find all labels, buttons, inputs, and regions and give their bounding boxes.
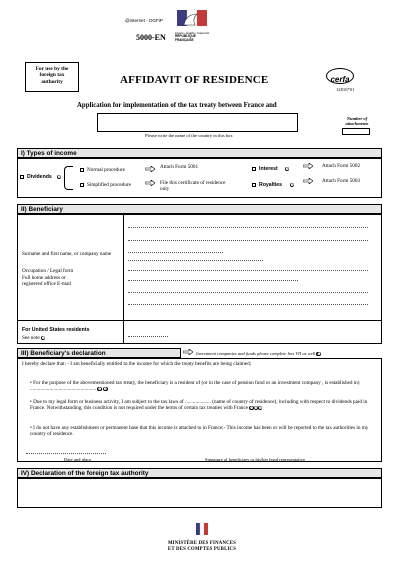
- marker-5-icon: ❺: [317, 351, 321, 356]
- name-input-2[interactable]: [128, 260, 263, 261]
- section-3-header: III) Beneficiary's declaration: [17, 348, 181, 358]
- name-input[interactable]: [128, 252, 223, 253]
- address-input-3[interactable]: [128, 304, 368, 305]
- dividends-label: Dividends: [27, 174, 52, 180]
- royalties-label: Royalties: [259, 182, 283, 188]
- attach-5002: Attach Form 5002: [322, 163, 361, 169]
- motto: Liberté • Égalité • Fraternité: [175, 31, 210, 35]
- dividends-checkbox[interactable]: [20, 175, 24, 179]
- occupation-label: Occupation / Legal form: [22, 268, 74, 274]
- arrow-right-icon: [145, 166, 155, 172]
- date-place-input[interactable]: [26, 453, 106, 454]
- section-2-header: II) Beneficiary: [17, 204, 382, 214]
- attach-5003: Attach Form 5003: [322, 178, 361, 184]
- arrow-right-icon: [303, 178, 313, 184]
- section-4-body: [17, 478, 382, 508]
- divider: [17, 320, 382, 321]
- section-4-header: IV) Declaration of the foreign tax authority: [17, 468, 382, 478]
- declaration-p3: • Due to my legal form or business activity, I am subject to the tax laws of .................... (name of country of residence), including with respect to dividends paid in France. Notwithstanding, this condition is not required under the terms of certain tax treaties with France ❸❹❺: [30, 399, 368, 412]
- attachments-label: Number of attachments: [345, 116, 369, 127]
- interest-label: Interest: [259, 166, 278, 172]
- ministry-logo: MINISTÈRE DES FINANCES ET DES COMPTES PUBLICS: [157, 522, 247, 552]
- arrow-right-icon: [183, 349, 193, 355]
- see-note: See note ❶: [22, 335, 45, 341]
- arrow-right-icon: [145, 180, 155, 186]
- authority-box: [25, 62, 79, 92]
- us-input[interactable]: [128, 336, 168, 337]
- address-label: Full home address or registered office E-mail: [22, 274, 72, 287]
- cerfa-number: 12816*01: [336, 87, 355, 92]
- simplified-label: Simplified procedure: [87, 182, 131, 188]
- form-title: AFFIDAVIT OF RESIDENCE: [120, 74, 269, 86]
- marker-4-icon: ❹: [290, 182, 294, 187]
- marker-1-icon: ❶: [41, 335, 45, 340]
- ministry-icon: [195, 522, 209, 536]
- declaration-p1: I hereby declare that: - I am beneficially entitled to the income for which the treaty benefits are being claimed;: [22, 361, 252, 367]
- country-hint: Please write the name of the country in this box: [145, 133, 233, 138]
- brace-icon: [64, 166, 73, 190]
- interest-checkbox[interactable]: [252, 167, 256, 171]
- marianne-icon: [175, 9, 211, 27]
- date-place-label: Date and place: [64, 457, 92, 462]
- address-input-2[interactable]: [128, 292, 368, 293]
- simplified-checkbox[interactable]: [80, 183, 84, 187]
- form-code: 5000-EN: [136, 33, 166, 42]
- beneficiary-line[interactable]: [128, 240, 368, 241]
- royalties-checkbox[interactable]: [252, 183, 256, 187]
- normal-label: Normal procedure: [87, 167, 125, 173]
- attachments-input[interactable]: [342, 128, 370, 135]
- country-input[interactable]: [97, 113, 298, 132]
- declaration-p2: • For the purpose of the abovementioned tax treaty, the beneficiary is a resident of (or in the case of pension fund or an investment company , is established in) ................................................... ❶ ❷: [30, 380, 360, 393]
- marianne-logo: [175, 9, 211, 42]
- authority-text: For use by the foreign tax authority: [35, 66, 69, 85]
- file-cert-only: File this certificate of residence only: [160, 180, 226, 193]
- normal-checkbox[interactable]: [80, 168, 84, 172]
- signature-label: Signature of beneficiary or his/her legal representative: [205, 457, 305, 462]
- beneficiary-line[interactable]: [128, 227, 368, 228]
- occupation-input[interactable]: [128, 270, 368, 271]
- attach-5001: Attach Form 5001: [160, 164, 199, 170]
- marker-2-icon: ❷: [57, 175, 61, 179]
- republique: RÉPUBLIQUE FRANÇAISE: [175, 34, 196, 42]
- section-1-header: I) Types of income: [17, 148, 382, 158]
- cerfa-logo: cerfa: [326, 68, 354, 84]
- name-label: Surname and first name, or company name: [22, 251, 112, 257]
- address-input[interactable]: [128, 280, 298, 281]
- declaration-p4: • I do not have any establishment or permanent base that this income is attached to in France;- This income has been or will be reported to the tax authorities in my country of residence.: [30, 425, 369, 438]
- divider: [123, 214, 124, 344]
- arrow-right-icon: [303, 163, 313, 169]
- us-residents-label: For United States residents: [22, 327, 90, 333]
- subtitle: Application for implementation of the tax treaty between France and: [77, 102, 277, 109]
- investment-note: Investment companies and funds please complete box VII as well ❺: [196, 351, 321, 356]
- marker-3-icon: ❸: [285, 166, 289, 171]
- internet-label: @internet - DGFiP: [125, 18, 163, 23]
